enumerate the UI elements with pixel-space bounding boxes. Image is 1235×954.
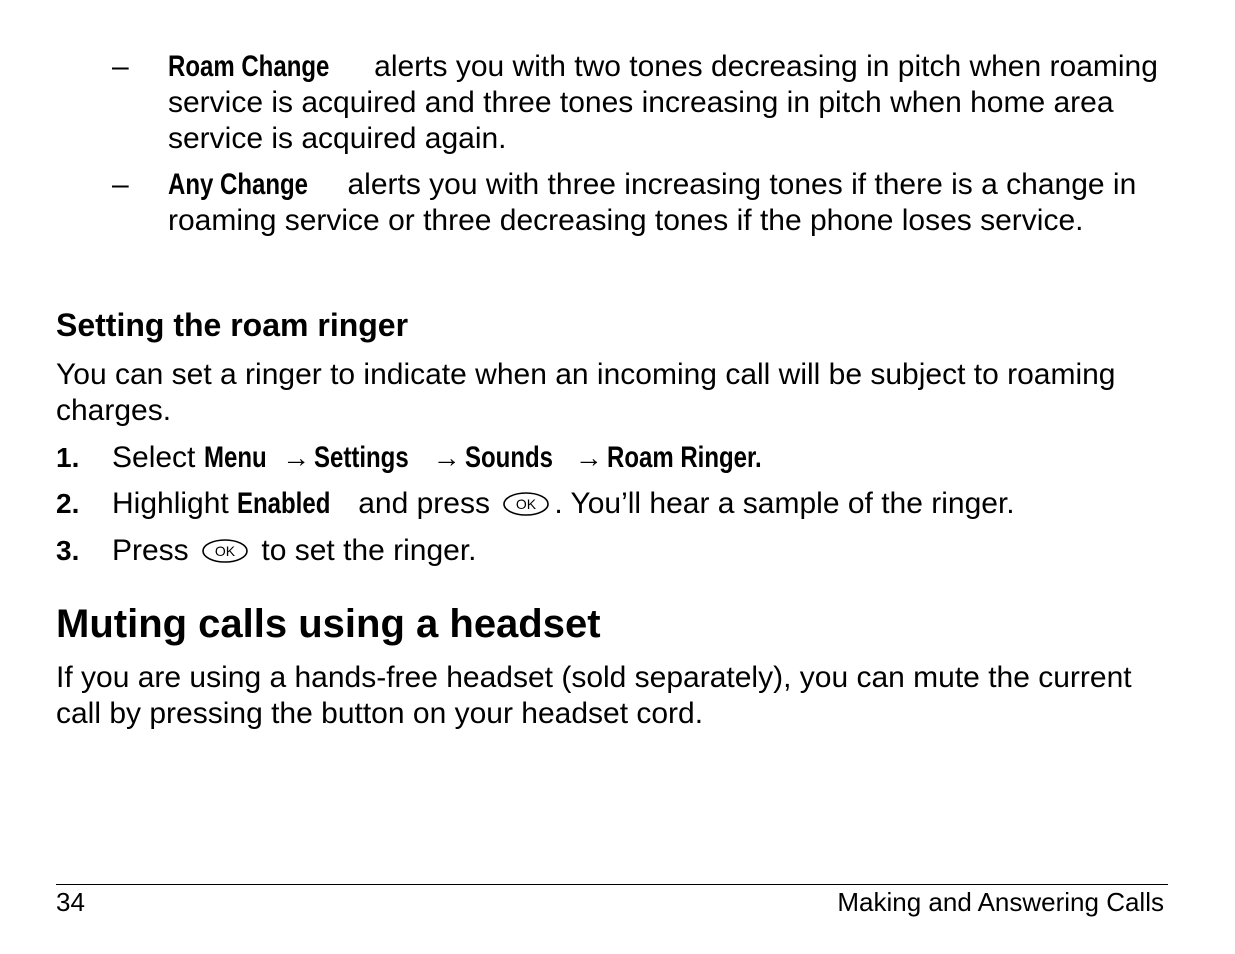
bullet-text: alerts you with three increasing tones if there is a change in roaming service or three decreasing tones if the phone loses service.	[168, 168, 1137, 237]
step-1	[112, 440, 796, 476]
bullet-roam-change	[168, 49, 1178, 157]
step-text: Press	[112, 534, 198, 567]
step-text: . You’ll hear a sample of the ringer.	[554, 487, 1015, 520]
bullet-dash: –	[112, 168, 129, 201]
keyword-any-change: Any Change	[168, 168, 309, 201]
step-number: 2.	[56, 488, 80, 519]
section-heading-muting: Muting calls using a headset	[56, 602, 601, 646]
step-text: Highlight	[112, 487, 238, 520]
keyword-roam-change: Roam Change	[168, 50, 330, 83]
keyword-enabled: Enabled	[237, 487, 331, 520]
section-intro: You can set a ringer to indicate when an incoming call will be subject to roaming charges.	[56, 358, 1116, 427]
ok-key-icon	[201, 538, 249, 564]
step-text: Select	[112, 441, 204, 474]
arrow-icon: →	[574, 442, 603, 473]
menu-path-sounds: Sounds	[464, 441, 553, 474]
bullet-any-change	[168, 167, 1178, 239]
svg-text:OK: OK	[214, 543, 236, 559]
svg-text:OK: OK	[516, 496, 537, 512]
step-number: 3.	[56, 535, 80, 566]
section-body-muting: If you are using a hands-free headset (sold separately), you can mute the current call by pressing the button on your headset cord.	[56, 661, 1132, 730]
section-heading-roam-ringer: Setting the roam ringer	[56, 307, 409, 343]
arrow-icon: →	[282, 442, 311, 473]
bullet-text: alerts you with two tones decreasing in pitch when roaming service is acquired and three tones increasing in pitch when home area service is acquired again.	[168, 50, 1158, 155]
chapter-title: Making and Answering Calls	[837, 887, 1164, 917]
menu-path-roam-ringer: Roam Ringer.	[606, 441, 762, 474]
step-text: to set the ringer.	[253, 534, 477, 567]
ok-key-icon	[502, 491, 550, 517]
step-number: 1.	[56, 442, 80, 473]
arrow-icon: →	[432, 442, 461, 473]
step-3	[112, 533, 477, 569]
footer-divider	[56, 884, 1168, 885]
page-number: 34	[56, 887, 85, 917]
menu-path-menu: Menu	[203, 441, 267, 474]
menu-path-settings: Settings	[314, 441, 409, 474]
bullet-dash: –	[112, 50, 129, 83]
step-2	[112, 486, 1015, 522]
step-text: and press	[349, 487, 499, 520]
